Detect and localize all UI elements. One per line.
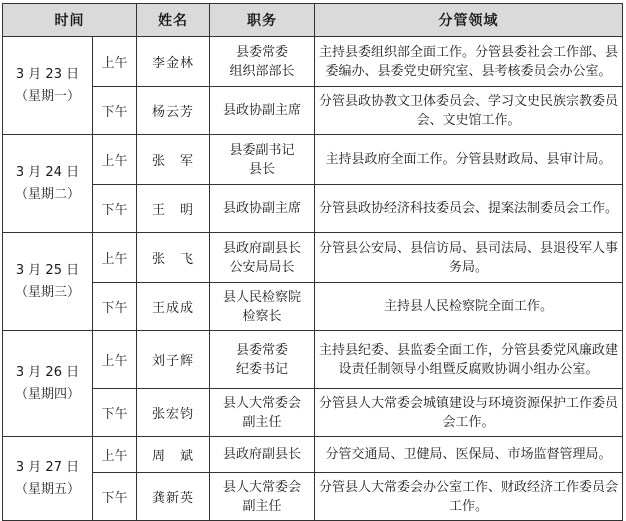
date-label: 3 月 25 日 bbox=[15, 262, 80, 278]
name-cell: 张 飞 bbox=[137, 233, 210, 283]
duty-cell: 主持县政府全面工作。分管县财政局、县审计局。 bbox=[315, 135, 623, 185]
header-post: 职务 bbox=[210, 4, 315, 37]
weekday-label: （星期三） bbox=[14, 284, 80, 300]
post-cell bbox=[210, 87, 315, 135]
table-row bbox=[3, 389, 623, 437]
duty-cell: 主持县人民检察院全面工作。 bbox=[315, 283, 623, 331]
post-line: 检察长 bbox=[242, 308, 282, 324]
post-line: 县人大常委会 bbox=[222, 395, 301, 411]
period-cell: 上午 bbox=[93, 331, 137, 389]
name-cell: 杨云芳 bbox=[137, 87, 210, 135]
period-cell: 下午 bbox=[93, 87, 137, 135]
post-line: 县委常委 bbox=[235, 342, 288, 358]
date-label: 3 月 24 日 bbox=[15, 164, 80, 180]
duty-cell: 主持县委组织部全面工作。分管县委社会工作部、县委编办、县委党史研究室、县考核委员会办公室。 bbox=[315, 37, 623, 87]
post-line: 公安局局长 bbox=[229, 259, 295, 275]
period-cell: 下午 bbox=[93, 283, 137, 331]
date-cell bbox=[3, 437, 93, 521]
period-cell: 下午 bbox=[93, 473, 137, 521]
post-cell bbox=[210, 233, 315, 283]
date-cell bbox=[3, 135, 93, 233]
post-cell bbox=[210, 185, 315, 233]
post-line: 副主任 bbox=[242, 414, 282, 430]
post-line: 县政府副县长 bbox=[222, 447, 301, 462]
name-cell: 张宏钧 bbox=[137, 389, 210, 437]
post-line: 县人大常委会 bbox=[222, 479, 301, 495]
header-row bbox=[3, 4, 623, 37]
post-line: 县长 bbox=[248, 161, 275, 177]
table-row bbox=[3, 473, 623, 521]
post-cell bbox=[210, 473, 315, 521]
period-cell: 下午 bbox=[93, 185, 137, 233]
date-cell bbox=[3, 233, 93, 331]
post-line: 县政府副县长 bbox=[222, 240, 301, 256]
name-cell: 龚新英 bbox=[137, 473, 210, 521]
name-cell: 周 斌 bbox=[137, 437, 210, 473]
header-duty: 分管领域 bbox=[315, 4, 623, 37]
period-cell: 上午 bbox=[93, 233, 137, 283]
duty-cell: 分管县政协教文卫体委员会、学习文史民族宗教委员会、文史馆工作。 bbox=[315, 87, 623, 135]
date-cell bbox=[3, 331, 93, 437]
duty-cell: 主持县纪委、县监委全面工作，分管县委党风廉政建设责任制领导小组暨反腐败协调小组办公室。 bbox=[315, 331, 623, 389]
post-cell bbox=[210, 135, 315, 185]
duty-cell: 分管县人大常委会办公室工作、财政经济工作委员会工作。 bbox=[315, 473, 623, 521]
duty-cell: 分管交通局、卫健局、医保局、市场监督管理局。 bbox=[315, 437, 623, 473]
period-cell: 上午 bbox=[93, 437, 137, 473]
name-cell: 刘子辉 bbox=[137, 331, 210, 389]
post-cell bbox=[210, 37, 315, 87]
duty-cell: 分管县政协经济科技委员会、提案法制委员会工作。 bbox=[315, 185, 623, 233]
post-line: 副主任 bbox=[242, 498, 282, 514]
header-time: 时间 bbox=[3, 4, 137, 37]
table-row bbox=[3, 437, 623, 473]
post-cell bbox=[210, 437, 315, 473]
post-line: 县政协副主席 bbox=[222, 103, 301, 118]
name-cell: 李金林 bbox=[137, 37, 210, 87]
weekday-label: （星期四） bbox=[14, 386, 80, 402]
duty-cell: 分管县公安局、县信访局、县司法局、县退役军人事务局。 bbox=[315, 233, 623, 283]
post-line: 纪委书记 bbox=[235, 361, 288, 377]
weekday-label: （星期五） bbox=[14, 481, 80, 497]
table-row bbox=[3, 37, 623, 87]
reception-schedule-table bbox=[2, 3, 623, 521]
table-row bbox=[3, 233, 623, 283]
header-name: 姓名 bbox=[137, 4, 210, 37]
name-cell: 王 明 bbox=[137, 185, 210, 233]
duty-cell: 分管县人大常委会城镇建设与环境资源保护工作委员会工作。 bbox=[315, 389, 623, 437]
date-cell bbox=[3, 37, 93, 135]
post-line: 县委常委 bbox=[235, 44, 288, 60]
post-line: 县人民检察院 bbox=[222, 289, 301, 305]
table-row bbox=[3, 331, 623, 389]
name-cell: 王成成 bbox=[137, 283, 210, 331]
post-cell bbox=[210, 283, 315, 331]
post-cell bbox=[210, 331, 315, 389]
post-cell bbox=[210, 389, 315, 437]
period-cell: 上午 bbox=[93, 37, 137, 87]
weekday-label: （星期一） bbox=[14, 88, 80, 104]
period-cell: 上午 bbox=[93, 135, 137, 185]
table-row bbox=[3, 185, 623, 233]
post-line: 组织部部长 bbox=[229, 63, 295, 79]
name-cell: 张 军 bbox=[137, 135, 210, 185]
date-label: 3 月 23 日 bbox=[15, 66, 80, 82]
weekday-label: （星期二） bbox=[14, 186, 80, 202]
post-line: 县政协副主席 bbox=[222, 201, 301, 216]
date-label: 3 月 26 日 bbox=[15, 364, 80, 380]
post-line: 县委副书记 bbox=[229, 142, 295, 158]
period-cell: 下午 bbox=[93, 389, 137, 437]
date-label: 3 月 27 日 bbox=[15, 459, 80, 475]
table-row bbox=[3, 135, 623, 185]
table-row bbox=[3, 87, 623, 135]
table-row bbox=[3, 283, 623, 331]
